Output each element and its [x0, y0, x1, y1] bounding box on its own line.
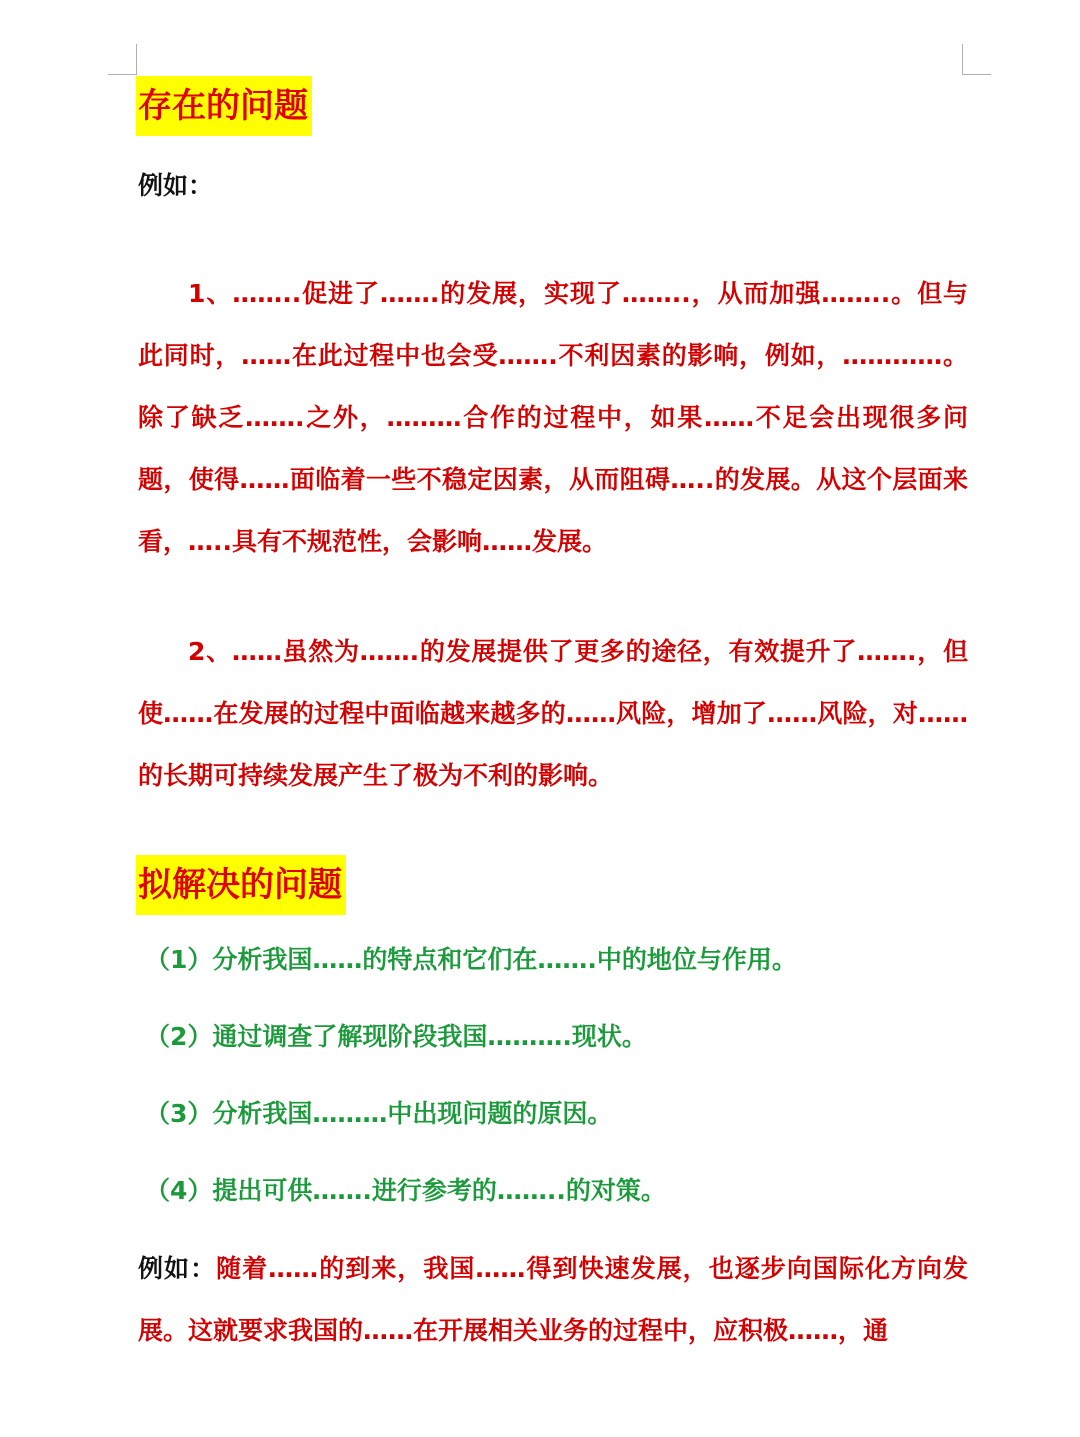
section-heading-existing-problems: 存在的问题	[136, 76, 312, 136]
problem-paragraph-1: 1、……..促进了…….的发展，实现了……..，从而加强……..。但与此同时，……在此过程中也会受…….不利因素的影响，例如，…………。除了缺乏…….之外，………合作的过程中，如果……不足会出现很多问题，使得……面临着一些不稳定因素，从而阻碍…..的发展。从这个层面来看，…..具有不规范性，会影响……发展。	[138, 279, 968, 556]
list-item: （3）分析我国………中出现问题的原因。	[145, 1099, 613, 1128]
problem-paragraph-2: 2、……虽然为…….的发展提供了更多的途径，有效提升了…….，但使……在发展的过程中面临越来越多的……风险，增加了……风险，对……的长期可持续发展产生了极为不利的影响。	[138, 637, 968, 790]
example-text: 随着……的到来，我国……得到快速发展，也逐步向国际化方向发展。这就要求我国的……在开展相关业务的过程中，应积极……，通	[138, 1254, 968, 1345]
example-label: 例如：	[138, 171, 214, 200]
section-heading-problems-to-solve: 拟解决的问题	[136, 855, 346, 915]
example-paragraph	[138, 1238, 968, 1362]
list-item: （4）提出可供…….进行参考的……..的对策。	[145, 1176, 666, 1205]
example-label: 例如：	[138, 1254, 217, 1283]
list-item: （1）分析我国……的特点和它们在…….中的地位与作用。	[145, 945, 797, 974]
page-corner-mark-top-left	[108, 44, 137, 75]
page-corner-mark-top-right	[962, 44, 991, 75]
list-item: （2）通过调查了解现阶段我国……….现状。	[145, 1022, 647, 1051]
